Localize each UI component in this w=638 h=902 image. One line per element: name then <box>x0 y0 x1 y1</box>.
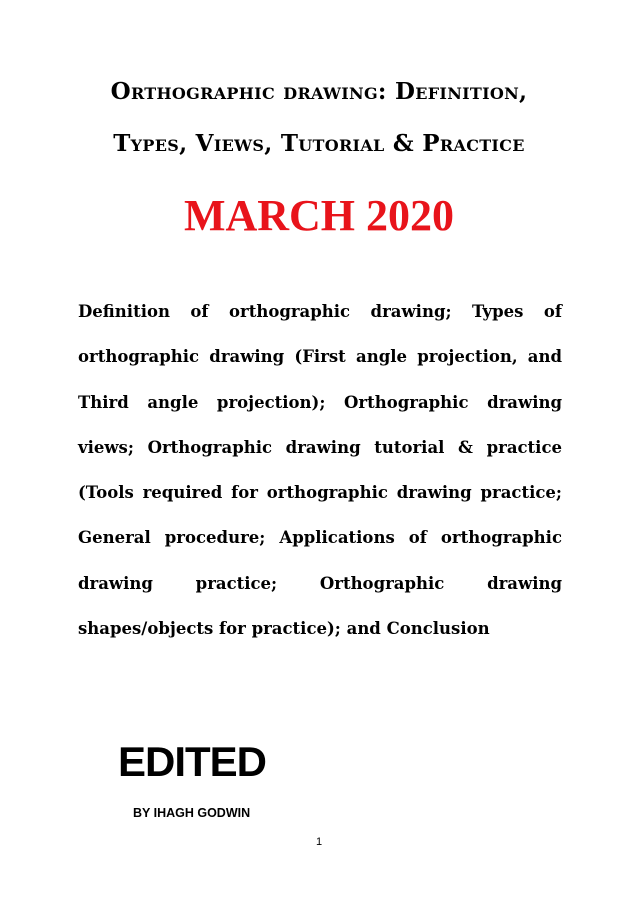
document-date: MARCH 2020 <box>183 191 455 240</box>
document-title-line-1: Orthographic drawing: Definition, <box>110 78 528 105</box>
page-number: 1 <box>315 836 323 848</box>
document-summary: Definition of orthographic drawing; Types of orthographic drawing (First angle projection, and Third angle projection); Orthographic drawing views; Orthographic drawing tutorial & practice (Tools required for orthographic drawing practice; General procedure; Applications of orthographic drawing practice; Orthographic drawing shapes/objects for practice); and Conclusion <box>78 302 562 639</box>
document-title-line-2: Types, Views, Tutorial & Practice <box>113 130 525 157</box>
author-byline: BY IHAGH GODWIN <box>133 806 251 820</box>
edited-label: EDITED <box>118 738 267 785</box>
